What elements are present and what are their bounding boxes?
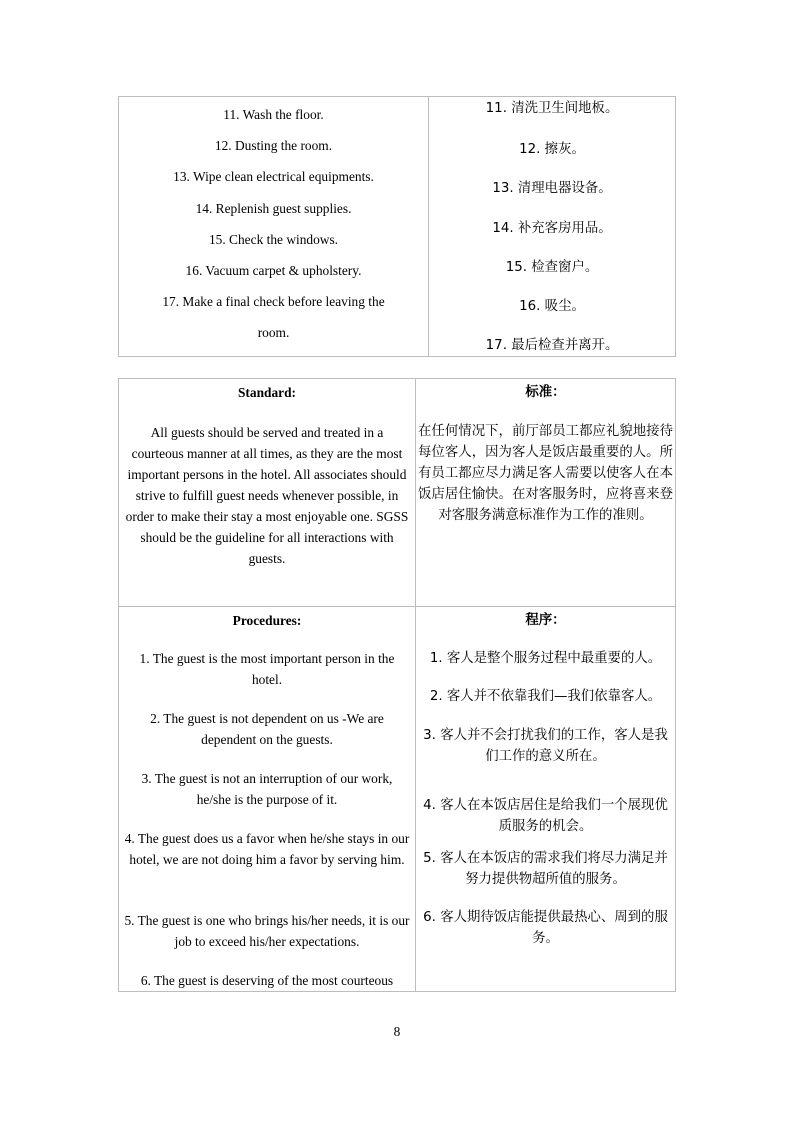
procedures-en-cell bbox=[119, 607, 415, 991]
task-item: room. bbox=[257, 325, 290, 340]
task-item-zh: 15. 检查窗户。 bbox=[505, 260, 599, 275]
task-list-table bbox=[118, 96, 676, 357]
standards-table bbox=[118, 378, 676, 992]
procedure-item: 3. The guest is not an interruption of our work, he/she is the purpose of it. bbox=[141, 771, 393, 807]
standard-zh-cell bbox=[416, 379, 675, 606]
procedure-item-zh: 5. 客人在本饭店的需求我们将尽力满足并努力提供物超所值的服务。 bbox=[423, 851, 668, 887]
procedure-item: 6. The guest is deserving of the most courteous bbox=[140, 973, 394, 988]
standard-heading: Standard: bbox=[237, 385, 297, 400]
procedure-item-zh: 1. 客人是整个服务过程中最重要的人。 bbox=[429, 651, 662, 666]
task-item-zh: 14. 补充客房用品。 bbox=[492, 221, 612, 236]
standard-heading-zh: 标准： bbox=[525, 385, 566, 400]
task-item-zh: 11. 清洗卫生间地板。 bbox=[485, 101, 619, 116]
procedure-item-zh: 4. 客人在本饭店居住是给我们一个展现优质服务的机会。 bbox=[423, 798, 668, 834]
task-item: 14. Replenish guest supplies. bbox=[195, 201, 352, 216]
task-item: 12. Dusting the room. bbox=[214, 138, 333, 153]
page-number: 8 bbox=[393, 1024, 401, 1039]
procedures-heading: Procedures: bbox=[232, 613, 302, 628]
procedure-item-zh: 3. 客人并不会打扰我们的工作，客人是我们工作的意义所在。 bbox=[423, 728, 668, 764]
task-item: 15. Check the windows. bbox=[208, 232, 339, 247]
procedures-heading-zh: 程序： bbox=[525, 613, 566, 628]
standard-text-zh: 在任何情况下，前厅部员工都应礼貌地接待每位客人，因为客人是饭店最重要的人。所有员工都应尽力满足客人需要以使客人在本饭店居住愉快。在对客服务时，应将喜来登对客服务满意标准作为工作的准则。 bbox=[418, 424, 673, 523]
procedure-item: 1. The guest is the most important person in the hotel. bbox=[139, 651, 395, 687]
standard-text: All guests should be served and treated in a courteous manner at all times, as they are the most important persons in the hotel. All associates should strive to fulfill guest needs whenever possible, in order to make their stay a most enjoyable one. SGSS should be the guideline for all interactions with guests. bbox=[125, 425, 409, 566]
standard-en-cell bbox=[119, 379, 415, 606]
task-item-zh: 16. 吸尘。 bbox=[519, 299, 585, 314]
task-item-zh: 12. 擦灰。 bbox=[519, 142, 585, 157]
procedure-item-zh: 2. 客人并不依靠我们—我们依靠客人。 bbox=[429, 689, 662, 704]
task-item: 16. Vacuum carpet & upholstery. bbox=[185, 263, 362, 278]
task-item-zh: 17. 最后检查并离开。 bbox=[485, 338, 619, 353]
task-item: 11. Wash the floor. bbox=[223, 107, 324, 122]
task-item: 17. Make a final check before leaving the bbox=[162, 294, 385, 309]
procedure-item: 2. The guest is not dependent on us -We are dependent on the guests. bbox=[150, 711, 384, 747]
procedure-item-zh: 6. 客人期待饭店能提供最热心、周到的服务。 bbox=[423, 910, 668, 946]
chinese-task-cell bbox=[429, 97, 675, 356]
task-item-zh: 13. 清理电器设备。 bbox=[492, 181, 612, 196]
procedure-item: 4. The guest does us a favor when he/she stays in our hotel, we are not doing him a favor by serving him. bbox=[124, 831, 410, 867]
english-task-cell bbox=[119, 97, 428, 356]
procedures-zh-cell bbox=[416, 607, 675, 991]
procedure-item: 5. The guest is one who brings his/her needs, it is our job to exceed his/her expectations. bbox=[124, 913, 410, 949]
task-item: 13. Wipe clean electrical equipments. bbox=[173, 169, 374, 184]
